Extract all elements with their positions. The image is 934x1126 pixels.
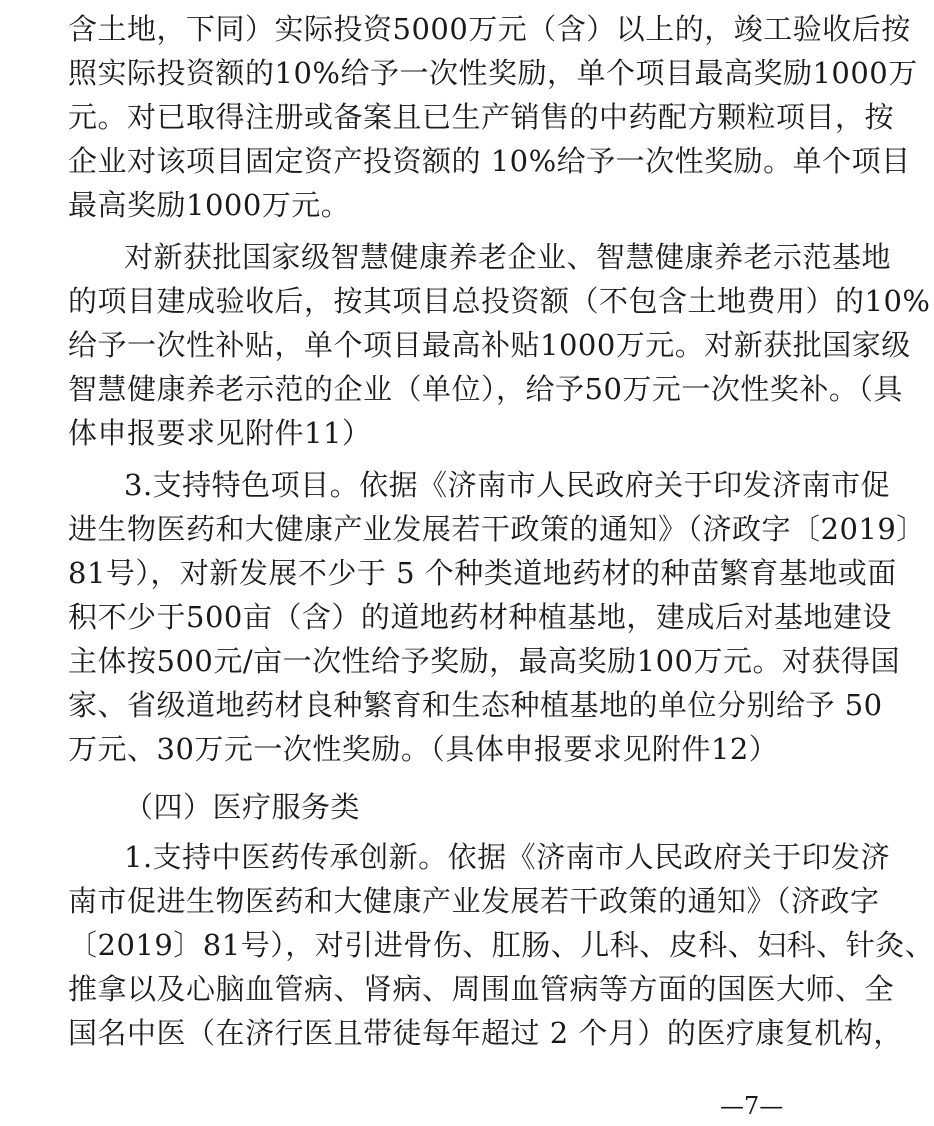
text-line: 智慧健康养老示范的企业（单位），给予50万元一次性奖补。（具 bbox=[68, 372, 903, 406]
text-line: 万元、30万元一次性奖励。（具体申报要求见附件12） bbox=[68, 732, 779, 766]
text-line: 进生物医药和大健康产业发展若干政策的通知》（济政字〔2019〕 bbox=[68, 512, 926, 546]
paragraph-first-line: 1.支持中医药传承创新。依据《济南市人民政府关于印发济 bbox=[124, 840, 891, 874]
text-line: 最高奖励1000万元。 bbox=[68, 188, 351, 222]
text-line: 给予一次性补贴，单个项目最高补贴1000万元。对新获批国家级 bbox=[68, 328, 911, 362]
text-line: 推拿以及心脑血管病、肾病、周围血管病等方面的国医大师、全 bbox=[68, 972, 895, 1006]
text-line: 的项目建成验收后，按其项目总投资额（不包含土地费用）的10% bbox=[68, 284, 931, 318]
text-line: 体申报要求见附件11） bbox=[68, 416, 372, 450]
text-line: 南市促进生物医药和大健康产业发展若干政策的通知》（济政字 bbox=[68, 884, 880, 918]
paragraph-first-line: 3.支持特色项目。依据《济南市人民政府关于印发济南市促 bbox=[124, 468, 891, 502]
text-line: 企业对该项目固定资产投资额的 10%给予一次性奖励。单个项目 bbox=[68, 144, 911, 178]
text-line: 81号），对新发展不少于 5 个种类道地药材的种苗繁育基地或面 bbox=[68, 556, 897, 590]
text-line: 家、省级道地药材良种繁育和生态种植基地的单位分别给予 50 bbox=[68, 688, 883, 722]
page-number: —7— bbox=[720, 1092, 784, 1120]
paragraph-first-line: 对新获批国家级智慧健康养老企业、智慧健康养老示范基地 bbox=[124, 240, 892, 274]
text-line: 照实际投资额的10%给予一次性奖励，单个项目最高奖励1000万 bbox=[68, 56, 918, 90]
text-line: 积不少于500亩（含）的道地药材种植基地，建成后对基地建设 bbox=[68, 600, 892, 634]
text-line: 国名中医（在济行医且带徒每年超过 2 个月）的医疗康复机构， bbox=[68, 1016, 903, 1050]
text-line: 含土地，下同）实际投资5000万元（含）以上的，竣工验收后按 bbox=[68, 12, 911, 46]
text-line: 元。对已取得注册或备案且已生产销售的中药配方颗粒项目，按 bbox=[68, 100, 895, 134]
section-heading: （四）医疗服务类 bbox=[124, 790, 361, 824]
text-line: 主体按500元/亩一次性给予奖励，最高奖励100万元。对获得国 bbox=[68, 644, 900, 678]
text-line: 〔2019〕81号），对引进骨伤、肛肠、儿科、皮科、妇科、针灸、 bbox=[68, 928, 934, 962]
